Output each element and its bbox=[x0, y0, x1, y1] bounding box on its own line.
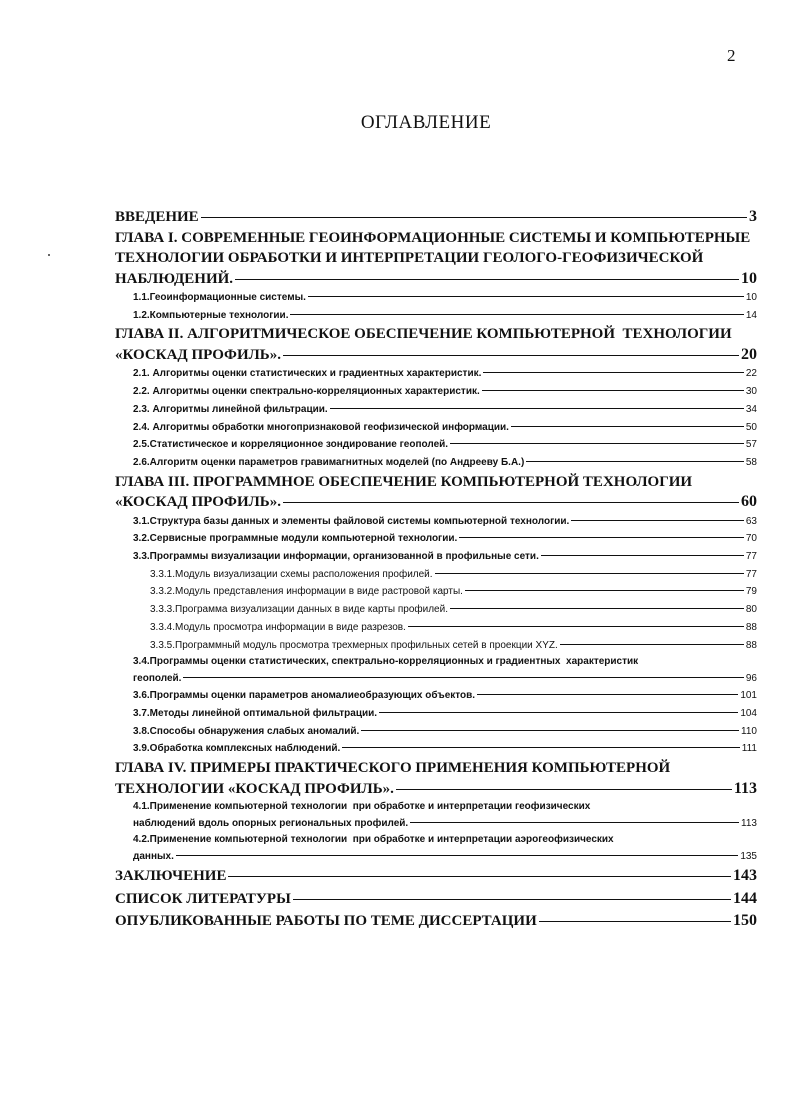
toc-entry-row bbox=[133, 419, 757, 437]
toc-entry-label: «КОСКАД ПРОФИЛЬ». bbox=[115, 346, 281, 363]
toc-entry-page: 57 bbox=[745, 439, 757, 451]
toc-entry-label: 3.3.5.Программный модуль просмотра трехмерных профильных сетей в проекции XYZ. bbox=[150, 639, 558, 651]
toc-entry[interactable] bbox=[115, 365, 757, 383]
toc-entry-label: 3.3.Программы визуализации информации, организованной в профильные сети. bbox=[133, 551, 539, 563]
toc-entry-row bbox=[115, 779, 757, 800]
toc-entry[interactable] bbox=[115, 513, 757, 531]
leader-line bbox=[342, 747, 739, 748]
toc-entry-row bbox=[133, 401, 757, 419]
leader-line bbox=[408, 626, 744, 627]
toc-entry[interactable] bbox=[115, 799, 757, 832]
toc-entry-page: 77 bbox=[745, 551, 757, 563]
toc-entry-page: 10 bbox=[741, 269, 757, 287]
toc-entry-page: 30 bbox=[745, 386, 757, 398]
toc-entry-page: 20 bbox=[741, 345, 757, 363]
toc-entry-row bbox=[133, 436, 757, 454]
leader-line bbox=[290, 314, 743, 315]
toc-entry-label: 2.3. Алгоритмы линейной фильтрации. bbox=[133, 403, 328, 415]
toc-entry[interactable] bbox=[115, 740, 757, 758]
toc-entry-heading-lines: ГЛАВА III. ПРОГРАММНОЕ ОБЕСПЕЧЕНИЕ КОМПЬЮТЕРНОЙ ТЕХНОЛОГИИ bbox=[115, 473, 693, 490]
toc-entry[interactable] bbox=[115, 705, 757, 723]
toc-entry[interactable] bbox=[115, 723, 757, 741]
leader-line bbox=[293, 899, 731, 900]
toc-entry-label: наблюдений вдоль опорных региональных профилей. bbox=[133, 817, 409, 829]
leader-line bbox=[396, 789, 732, 790]
toc-entry-label: 1.1.Геоинформационные системы. bbox=[133, 292, 306, 303]
toc-entry-label: 3.8.Способы обнаружения слабых аномалий. bbox=[133, 725, 360, 737]
toc-entry-row bbox=[133, 530, 757, 548]
leader-line bbox=[228, 876, 731, 877]
leader-line bbox=[435, 573, 744, 574]
toc-entry-page: 14 bbox=[745, 309, 757, 321]
leader-line bbox=[283, 502, 739, 503]
toc-entry[interactable] bbox=[115, 865, 757, 888]
toc-entry-page: 77 bbox=[745, 568, 757, 580]
toc-entry-row bbox=[115, 207, 757, 228]
toc-entry-row bbox=[150, 583, 757, 601]
toc-entry-row bbox=[133, 687, 757, 705]
leader-line bbox=[379, 712, 738, 713]
toc-entry[interactable] bbox=[115, 383, 757, 401]
leader-line bbox=[308, 296, 744, 297]
toc-entry-row bbox=[133, 289, 757, 307]
toc-entry-page: 3 bbox=[749, 208, 757, 225]
toc-entry[interactable] bbox=[115, 289, 757, 307]
toc-entry-label: 2.1. Алгоритмы оценки статистических и градиентных характеристик. bbox=[133, 368, 482, 380]
toc-entry-row bbox=[115, 910, 757, 933]
toc-entry-label: НАБЛЮДЕНИЙ. bbox=[115, 270, 234, 287]
toc-entry-row bbox=[150, 566, 757, 584]
toc-entry-page: 63 bbox=[745, 515, 757, 527]
toc-entry[interactable] bbox=[115, 601, 757, 619]
leader-line bbox=[450, 443, 744, 444]
toc-entry[interactable] bbox=[115, 687, 757, 705]
toc-entry[interactable] bbox=[115, 307, 757, 325]
toc-entry[interactable] bbox=[115, 401, 757, 419]
toc-entry-page: 60 bbox=[741, 493, 757, 511]
toc-entry[interactable] bbox=[115, 207, 757, 228]
toc-entry-row bbox=[133, 816, 757, 833]
toc-entry-row bbox=[133, 383, 757, 401]
toc-entry-heading-lines: 3.4.Программы оценки статистических, спектрально-корреляционных и градиентных характеристик bbox=[133, 656, 639, 668]
leader-line bbox=[330, 408, 744, 409]
toc-entry-page: 150 bbox=[733, 912, 757, 930]
toc-entry[interactable] bbox=[115, 637, 757, 655]
leader-line bbox=[526, 461, 744, 462]
toc-entry[interactable] bbox=[115, 228, 757, 290]
toc-entry[interactable] bbox=[115, 472, 757, 513]
toc-entry-page: 79 bbox=[745, 586, 757, 598]
toc-entry-label: 1.2.Компьютерные технологии. bbox=[133, 309, 289, 321]
toc-entry-label: 3.9.Обработка комплексных наблюдений. bbox=[133, 743, 341, 755]
toc-entry-row bbox=[150, 601, 757, 619]
toc-entry-row bbox=[133, 548, 757, 566]
toc-entry-row bbox=[133, 513, 757, 531]
toc-entry-row bbox=[133, 671, 757, 688]
toc-entry-label: 2.5.Статистическое и корреляционное зондирование геополей. bbox=[133, 439, 449, 451]
toc-entry-row bbox=[115, 345, 757, 366]
toc-entry-row bbox=[115, 888, 757, 911]
toc-entry-label: ЗАКЛЮЧЕНИЕ bbox=[115, 868, 227, 885]
toc-entry-row bbox=[150, 637, 757, 655]
toc-entry[interactable] bbox=[115, 583, 757, 601]
toc-entry-page: 88 bbox=[745, 621, 757, 633]
toc-entry-heading-lines: ГЛАВА II. АЛГОРИТМИЧЕСКОЕ ОБЕСПЕЧЕНИЕ КОМПЬЮТЕРНОЙ ТЕХНОЛОГИИ bbox=[115, 326, 732, 343]
toc-entry[interactable] bbox=[115, 910, 757, 933]
leader-line bbox=[450, 608, 744, 609]
toc-entry-row bbox=[133, 365, 757, 383]
toc-entry-label: 3.1.Структура базы данных и элементы файловой системы компьютерной технологии. bbox=[133, 515, 570, 527]
toc-entry-row bbox=[150, 619, 757, 637]
toc-entry-label: 3.7.Методы линейной оптимальной фильтрации. bbox=[133, 707, 378, 719]
toc-entry-page: 70 bbox=[745, 533, 757, 545]
toc-entry-label: геополей. bbox=[133, 672, 182, 684]
toc-entry[interactable] bbox=[115, 888, 757, 911]
leader-line bbox=[560, 644, 744, 645]
toc-entry[interactable] bbox=[115, 566, 757, 584]
toc-entry[interactable] bbox=[115, 548, 757, 566]
toc-entry-label: 3.3.1.Модуль визуализации схемы расположения профилей. bbox=[150, 568, 433, 580]
table-of-contents bbox=[115, 207, 757, 933]
toc-entry-row bbox=[133, 454, 757, 472]
toc-entry-page: 50 bbox=[745, 421, 757, 433]
toc-entry-page: 111 bbox=[741, 743, 757, 755]
toc-entry-label: 3.3.3.Программа визуализации данных в виде карты профилей. bbox=[150, 604, 448, 616]
scan-speck bbox=[48, 254, 50, 256]
leader-line bbox=[201, 217, 747, 218]
toc-entry-label: 2.2. Алгоритмы оценки спектрально-корреляционных характеристик. bbox=[133, 386, 480, 398]
toc-entry-page: 88 bbox=[745, 639, 757, 651]
toc-entry[interactable] bbox=[115, 832, 757, 865]
toc-entry-row bbox=[133, 705, 757, 723]
leader-line bbox=[482, 390, 744, 391]
toc-entry-page: 58 bbox=[745, 456, 757, 468]
toc-entry[interactable] bbox=[115, 436, 757, 454]
toc-entry-row bbox=[133, 849, 757, 866]
leader-line bbox=[183, 677, 743, 678]
toc-entry-page: 34 bbox=[745, 403, 757, 415]
toc-entry[interactable] bbox=[115, 454, 757, 472]
toc-entry-page: 110 bbox=[741, 725, 757, 737]
toc-entry-page: 104 bbox=[740, 707, 757, 719]
leader-line bbox=[511, 426, 744, 427]
toc-entry-page: 96 bbox=[745, 672, 757, 684]
toc-entry-label: ОПУБЛИКОВАННЫЕ РАБОТЫ ПО ТЕМЕ ДИССЕРТАЦИИ bbox=[115, 913, 537, 930]
toc-entry-page: 144 bbox=[733, 889, 757, 907]
toc-entry-heading-lines: 4.1.Применение компьютерной технологии при обработке и интерпретации геофизических bbox=[133, 801, 591, 813]
toc-entry-row bbox=[115, 492, 757, 513]
leader-line bbox=[477, 694, 738, 695]
toc-entry-page: 22 bbox=[745, 368, 757, 380]
page-number: 2 bbox=[727, 46, 736, 65]
toc-entry-label: СПИСОК ЛИТЕРАТУРЫ bbox=[115, 890, 291, 907]
toc-entry-label: 3.2.Сервисные программные модули компьютерной технологии. bbox=[133, 533, 458, 545]
toc-entry-label: 2.4. Алгоритмы обработки многопризнаковой геофизической информации. bbox=[133, 421, 509, 433]
toc-entry-heading-lines: ГЛАВА IV. ПРИМЕРЫ ПРАКТИЧЕСКОГО ПРИМЕНЕНИЯ КОМПЬЮТЕРНОЙ bbox=[115, 760, 671, 777]
toc-entry-label: 2.6.Алгоритм оценки параметров гравимагнитных моделей (по Андрееву Б.А.) bbox=[133, 456, 525, 468]
leader-line bbox=[465, 590, 744, 591]
leader-line bbox=[176, 855, 738, 856]
toc-entry-label: ВВЕДЕНИЕ bbox=[115, 209, 199, 225]
toc-entry-row bbox=[115, 865, 757, 888]
page-title: ОГЛАВЛЕНИЕ bbox=[360, 112, 492, 133]
toc-entry-page: 113 bbox=[733, 779, 757, 797]
toc-entry-label: 3.3.2.Модуль представления информации в виде растровой карты. bbox=[150, 586, 463, 598]
toc-entry-row bbox=[133, 723, 757, 741]
toc-entry[interactable] bbox=[115, 324, 757, 365]
toc-entry[interactable] bbox=[115, 419, 757, 437]
toc-entry[interactable] bbox=[115, 654, 757, 687]
toc-entry-label: 3.3.4.Модуль просмотра информации в виде разрезов. bbox=[150, 621, 406, 633]
leader-line bbox=[410, 822, 739, 823]
toc-entry-label: данных. bbox=[133, 850, 174, 862]
leader-line bbox=[235, 279, 739, 280]
toc-entry[interactable] bbox=[115, 758, 757, 799]
toc-entry-row bbox=[133, 740, 757, 758]
toc-entry-heading-lines: ГЛАВА I. СОВРЕМЕННЫЕ ГЕОИНФОРМАЦИОННЫЕ СИСТЕМЫ И КОМПЬЮТЕРНЫЕ ТЕХНОЛОГИИ ОБРАБОТКИ И ИНТЕРПРЕТАЦИИ ГЕОЛОГО-ГЕОФИЗИЧЕСКОЙ bbox=[115, 229, 751, 266]
toc-entry-page: 113 bbox=[741, 817, 757, 829]
toc-entry-row bbox=[133, 307, 757, 325]
toc-entry-page: 135 bbox=[740, 850, 757, 862]
toc-entry[interactable] bbox=[115, 619, 757, 637]
leader-line bbox=[459, 537, 744, 538]
toc-entry-label: ТЕХНОЛОГИИ «КОСКАД ПРОФИЛЬ». bbox=[115, 780, 394, 797]
toc-entry-label: «КОСКАД ПРОФИЛЬ». bbox=[115, 494, 281, 511]
toc-entry-page: 80 bbox=[745, 604, 757, 616]
leader-line bbox=[571, 520, 744, 521]
toc-entry-page: 101 bbox=[740, 690, 757, 702]
leader-line bbox=[483, 372, 744, 373]
leader-line bbox=[283, 355, 739, 356]
leader-line bbox=[541, 555, 744, 556]
toc-entry[interactable] bbox=[115, 530, 757, 548]
leader-line bbox=[361, 730, 739, 731]
toc-entry-page: 10 bbox=[745, 292, 757, 303]
leader-line bbox=[539, 921, 731, 922]
toc-entry-row bbox=[115, 269, 757, 290]
toc-entry-page: 143 bbox=[733, 867, 757, 885]
toc-entry-label: 3.6.Программы оценки параметров аномалиеобразующих объектов. bbox=[133, 690, 476, 702]
toc-entry-heading-lines: 4.2.Применение компьютерной технологии при обработке и интерпретации аэрогеофизических bbox=[133, 834, 614, 846]
